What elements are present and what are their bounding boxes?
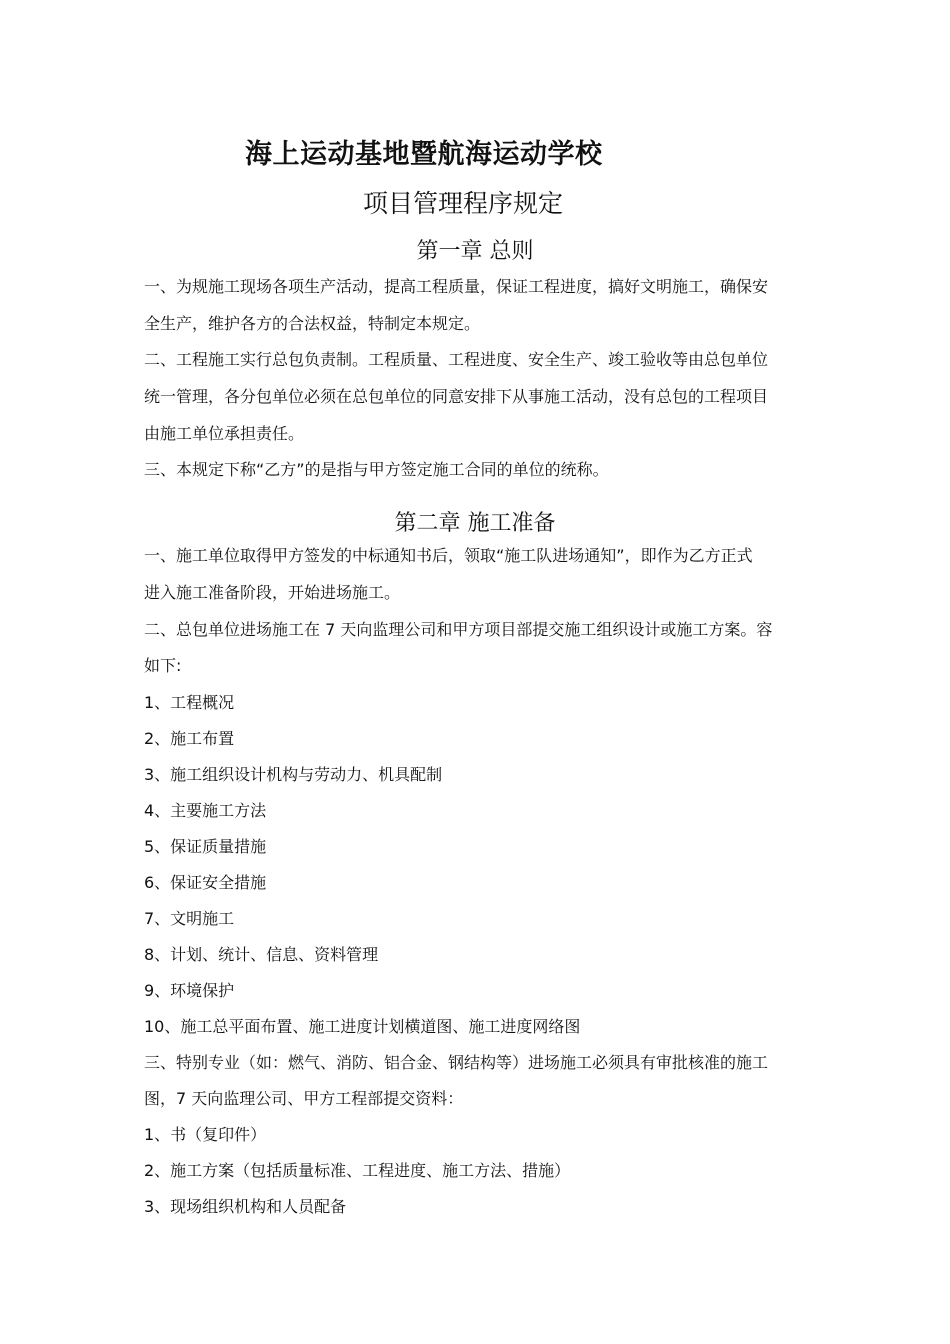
chapter-2-line: 进入施工准备阶段，开始进场施工。 xyxy=(144,583,401,602)
chapter-2-list-item: 3、现场组织机构和人员配备 xyxy=(144,1197,347,1216)
document-title: 海上运动基地暨航海运动学校 xyxy=(245,139,603,170)
chapter-2-line: 图，7 天向监理公司、甲方工程部提交资料： xyxy=(144,1089,464,1108)
chapter-1-line: 由施工单位承担责任。 xyxy=(144,424,305,443)
chapter-2-list-item: 2、施工方案（包括质量标准、工程进度、施工方法、措施） xyxy=(144,1161,571,1180)
chapter-2-list-item: 9、环境保护 xyxy=(144,981,235,1000)
chapter-2-list-item: 5、保证质量措施 xyxy=(144,837,267,856)
chapter-1-line: 二、工程施工实行总包负责制。工程质量、工程进度、安全生产、竣工验收等由总包单位 xyxy=(144,350,769,369)
chapter-2-line: 一、施工单位取得甲方签发的中标通知书后，领取“施工队进场通知”，即作为乙方正式 xyxy=(144,546,753,565)
document-subtitle: 项目管理程序规定 xyxy=(362,189,563,218)
chapter-1-line: 一、为规施工现场各项生产活动，提高工程质量，保证工程进度，搞好文明施工，确保安 xyxy=(144,277,769,296)
chapter-2-line: 三、特别专业（如：燃气、消防、铝合金、钢结构等）进场施工必须具有审批核准的施工 xyxy=(144,1053,769,1072)
chapter-2-heading: 第二章 施工准备 xyxy=(394,511,556,536)
chapter-2-line: 如下: xyxy=(144,656,182,675)
chapter-2-list-item: 2、施工布置 xyxy=(144,729,235,748)
chapter-1-heading: 第一章 总则 xyxy=(416,239,534,264)
chapter-2-list-item: 8、计划、统计、信息、资料管理 xyxy=(144,945,379,964)
chapter-2-list-item: 1、工程概况 xyxy=(144,693,235,712)
chapter-2-list-item: 6、保证安全措施 xyxy=(144,873,267,892)
chapter-1-line: 全生产，维护各方的合法权益，特制定本规定。 xyxy=(144,314,481,333)
chapter-2-line: 二、总包单位进场施工在 7 天向监理公司和甲方项目部提交施工组织设计或施工方案。容 xyxy=(144,620,773,639)
chapter-2-list-item: 4、主要施工方法 xyxy=(144,801,267,820)
chapter-1-line: 三、本规定下称“乙方”的是指与甲方签定施工合同的单位的统称。 xyxy=(144,460,609,479)
chapter-2-list-item: 1、书（复印件） xyxy=(144,1125,267,1144)
chapter-2-list-item: 10、施工总平面布置、施工进度计划横道图、施工进度网络图 xyxy=(144,1017,581,1036)
chapter-2-list-item: 7、文明施工 xyxy=(144,909,235,928)
chapter-2-list-item: 3、施工组织设计机构与劳动力、机具配制 xyxy=(144,765,443,784)
chapter-1-line: 统一管理，各分包单位必须在总包单位的同意安排下从事施工活动，没有总包的工程项目 xyxy=(144,387,769,406)
